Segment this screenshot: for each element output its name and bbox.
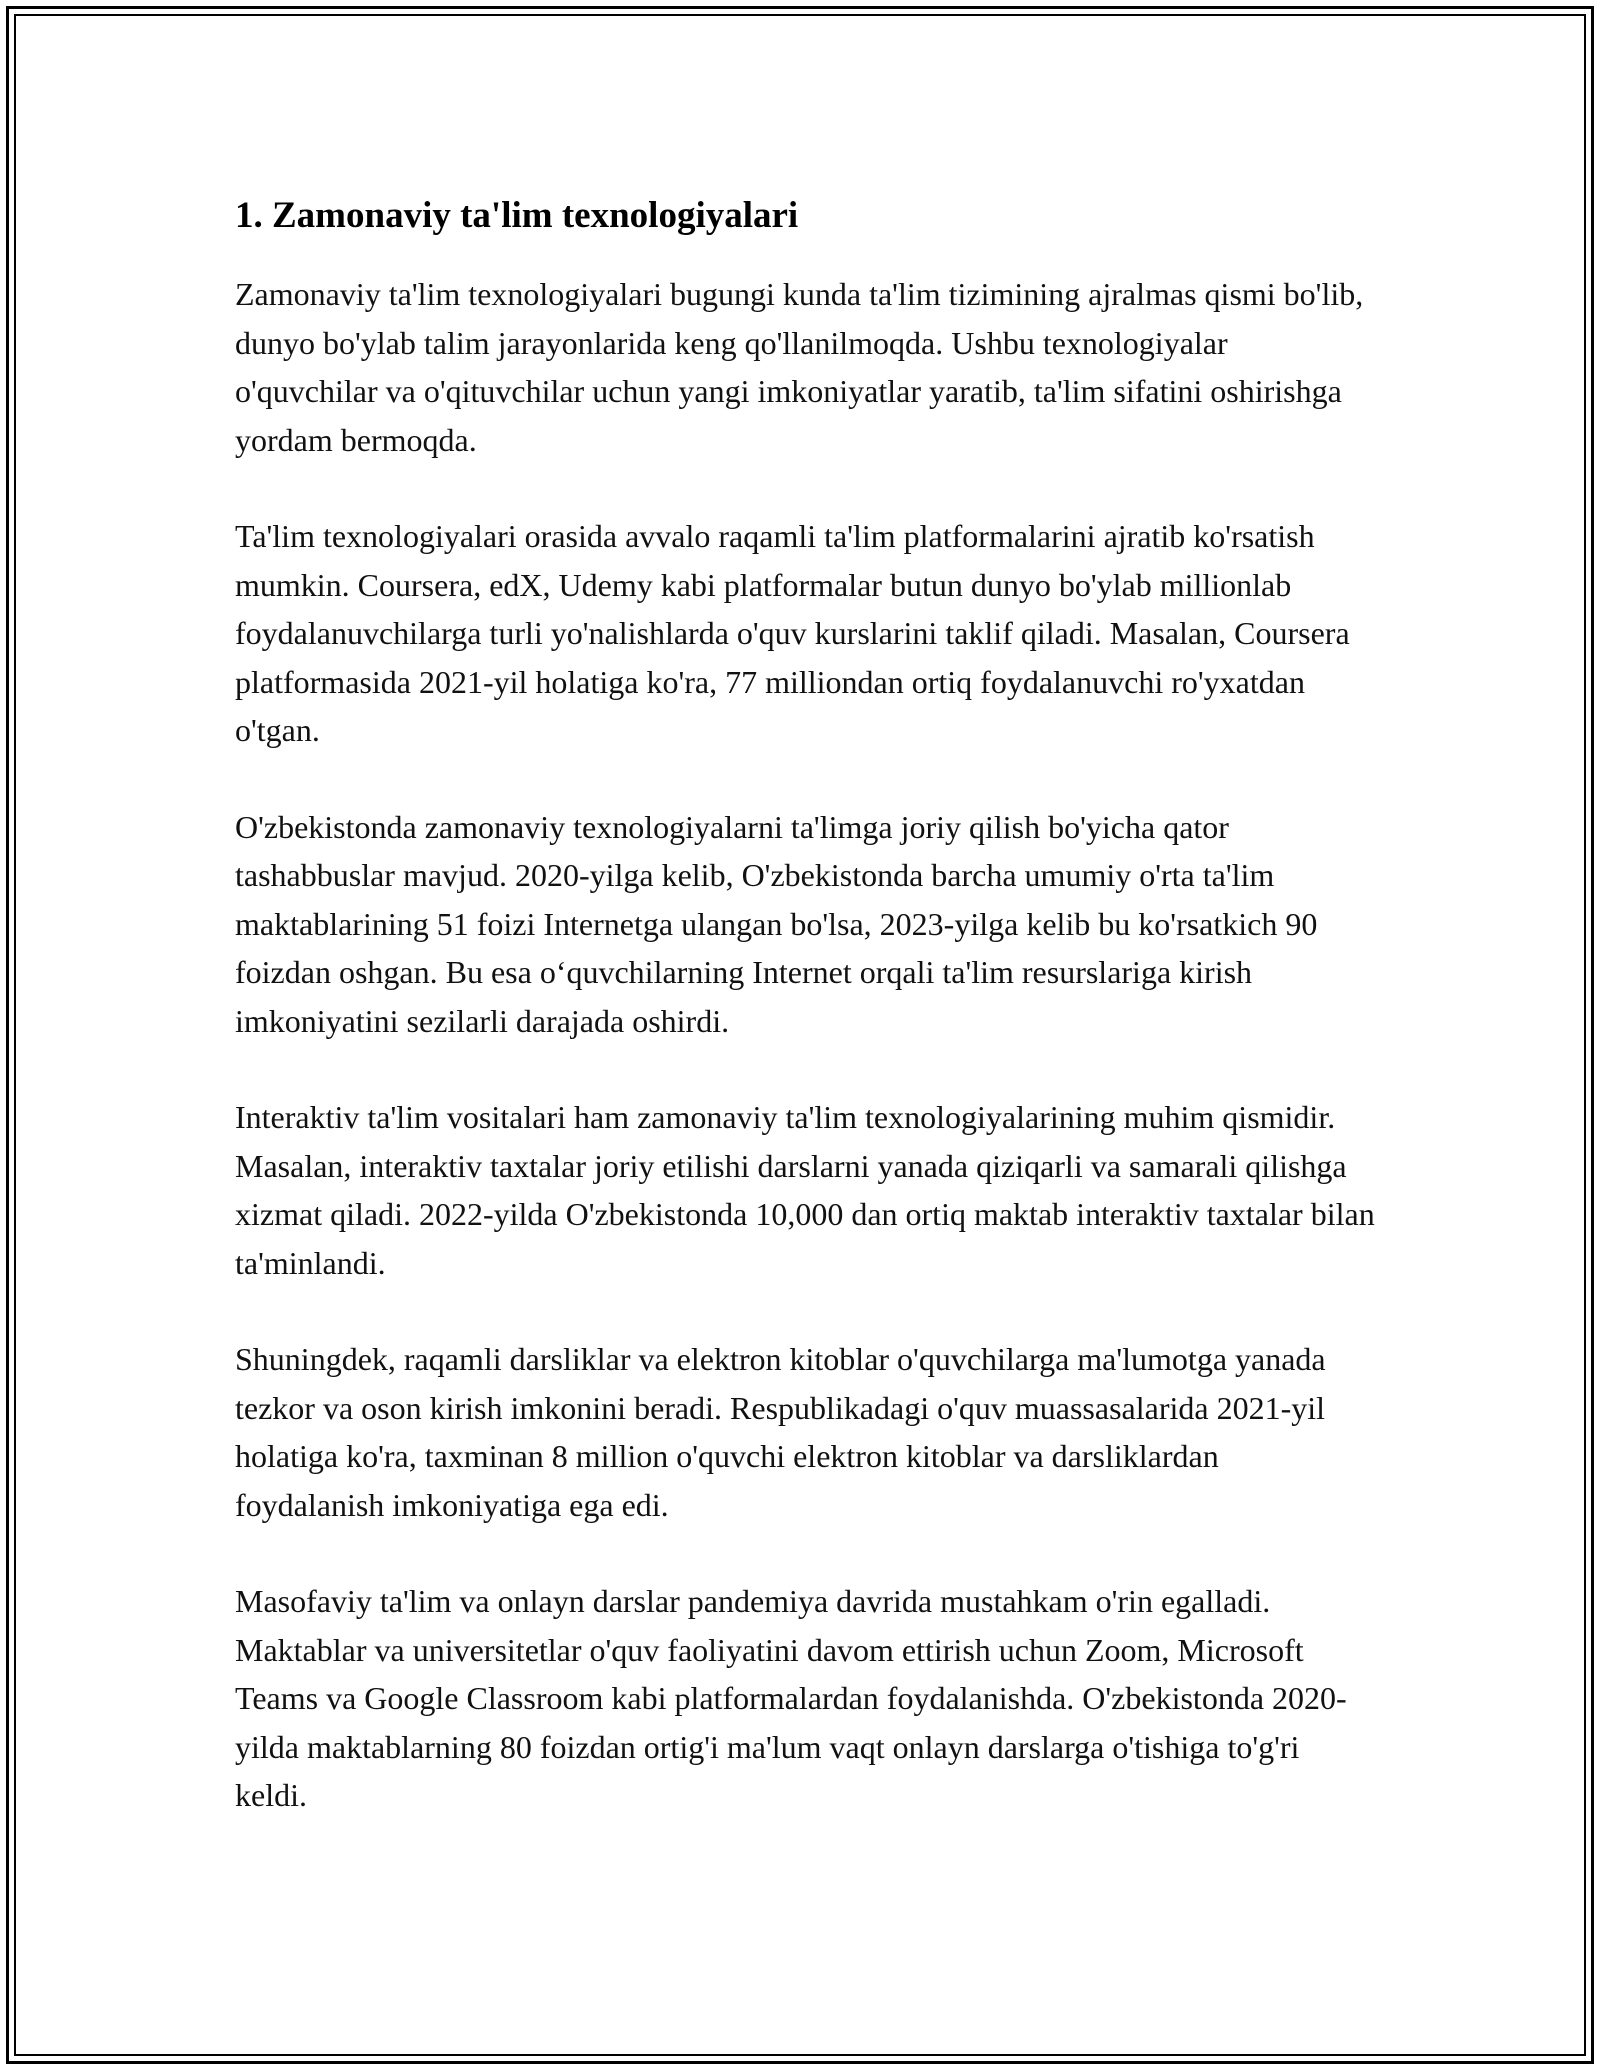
section-heading: 1. Zamonaviy ta'lim texnologiyalari	[235, 195, 799, 236]
paragraph-digital-platforms: Ta'lim texnologiyalari orasida avvalo raqamli ta'lim platformalarini ajratib ko'rsatish mumkin. Coursera, edX, Udemy kabi platformalar butun dunyo bo'ylab millionlab foydalanuvchilarga turli yo'nalishlarda o'quv kurslarini taklif qiladi. Masalan, Coursera platformasida 2021-yil holatiga ko'ra, 77 milliondan ortiq foydalanuvchi ro'yxatdan o'tgan.	[235, 518, 1350, 748]
document-body	[235, 188, 1375, 1868]
paragraph-digital-textbooks: Shuningdek, raqamli darsliklar va elektron kitoblar o'quvchilarga ma'lumotga yanada tezkor va oson kirish imkonini beradi. Respublikadagi o'quv muassasalarida 2021-yil holatiga ko'ra, taxminan 8 million o'quvchi elektron kitoblar va darsliklardan foydalanish imkoniyatiga ega edi.	[235, 1341, 1326, 1523]
paragraph-distance-learning: Masofaviy ta'lim va onlayn darslar pandemiya davrida mustahkam o'rin egalladi. Maktablar va universitetlar o'quv faoliyatini davom ettirish uchun Zoom, Microsoft Teams va Google Classroom kabi platformalardan foydalanishda. O'zbekistonda 2020-yilda maktablarning 80 foizdan ortig'i ma'lum vaqt onlayn darslarga o'tishiga to'g'ri keldi.	[235, 1583, 1347, 1813]
paragraph-uzbekistan-initiatives: O'zbekistonda zamonaviy texnologiyalarni ta'limga joriy qilish bo'yicha qator tashabbuslar mavjud. 2020-yilga kelib, O'zbekistonda barcha umumiy o'rta ta'lim maktablarining 51 foizi Internetga ulangan bo'lsa, 2023-yilga kelib bu ko'rsatkich 90 foizdan oshgan. Bu esa o‘quvchilarning Internet orqali ta'lim resurslariga kirish imkoniyatini sezilarli darajada oshirdi.	[235, 808, 1318, 1039]
paragraph-interactive-tools: Interaktiv ta'lim vositalari ham zamonaviy ta'lim texnologiyalarining muhim qismidir. Masalan, interaktiv taxtalar joriy etilishi darslarni yanada qiziqarli va samarali qilishga xizmat qiladi. 2022-yilda O'zbekistonda 10,000 dan ortiq maktab interaktiv taxtalar bilan ta'minlandi.	[235, 1099, 1375, 1281]
paragraph-intro: Zamonaviy ta'lim texnologiyalari bugungi kunda ta'lim tizimining ajralmas qismi bo'lib, dunyo bo'ylab talim jarayonlarida keng qo'llanilmoqda. Ushbu texnologiyalar o'quvchilar va o'qituvchilar uchun yangi imkoniyatlar yaratib, ta'lim sifatini oshirishga yordam bermoqda.	[235, 276, 1364, 458]
